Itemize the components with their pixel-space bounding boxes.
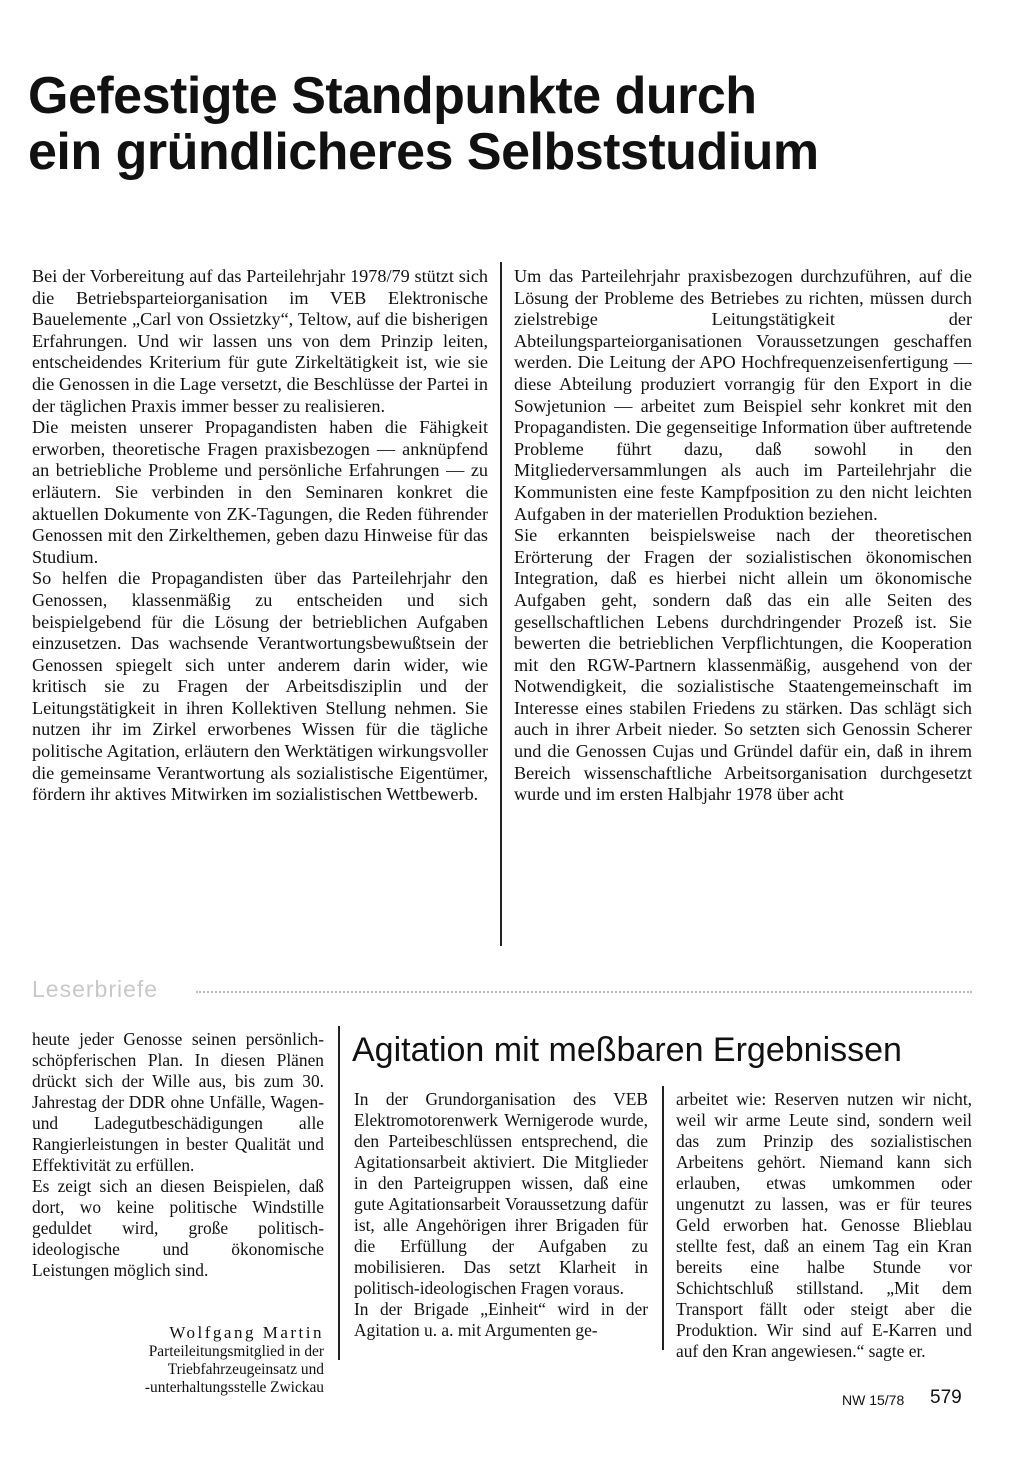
paragraph: arbeitet wie: Reserven nutzen wir nicht, weil wir arme Leute sind, sondern weil das zum Prinzip des sozialistischen Arbeitens gehört. Niemand kann sich erlauben, etwas umkommen oder ungenutzt zu lassen, was er für teures Geld erworben hat. Genosse Blieblau stellte fest, daß an einem Tag ein Kran bereits eine halbe Stunde vor Schichtschluß stillstand. „Mit dem Transport fällt oder steigt aber die Produktion. Wir sind auf E-Karren und auf den Kran angewiesen.“ sagte er. bbox=[676, 1089, 972, 1361]
letter-2-title: Agitation mit meßbaren Ergebnissen bbox=[352, 1031, 902, 1069]
paragraph: Um das Parteilehrjahr praxisbezogen durchzuführen, auf die Lösung der Probleme des Betriebes zu richten, müssen durch zielstrebige Leitungstätigkeit der Abteilungsparteiorganisationen Voraussetzungen geschaffen werden. Die Leitung der APO Hochfrequenzeisenfertigung — diese Abteilung produziert vorrangig für den Export in die Sowjetunion — arbeitet zum Beispiel sehr konkret mit den Propagandisten. Die gegenseitige Information über auftretende Probleme führt dazu, daß sowohl in den Mitgliederversammlungen als auch im Parteilehrjahr die Kommunisten eine feste Kampfposition zu den nicht leichten Aufgaben in der materiellen Produktion beziehen. bbox=[514, 266, 972, 524]
column-divider bbox=[500, 262, 502, 946]
headline-line-1: Gefestigte Standpunkte durch bbox=[28, 67, 757, 125]
paragraph: Die meisten unserer Propagandisten haben die Fähigkeit erworben, theoretische Fragen praxisbezogen — anknüpfend an betriebliche Probleme und persönliche Erfahrungen — zu erläutern. Sie verbinden in den Seminaren konkret die aktuellen Dokumente von ZK-Tagungen, die Reden führender Genossen mit den Zirkelthemen, geben dazu Hinweise für das Studium. bbox=[32, 417, 488, 567]
paragraph: heute jeder Genosse seinen persönlich-schöpferischen Plan. In diesen Plänen drückt sich der Wille aus, bis zum 30. Jahrestag der DDR ohne Unfälle, Wagen- und Ladegutbeschädigungen alle Rangierleistungen in bester Qualität und Effektivität zu erfüllen. bbox=[32, 1029, 324, 1175]
section-label-leserbriefe: Leserbriefe bbox=[32, 976, 159, 1002]
letter-2-column-b bbox=[676, 1089, 972, 1362]
section-divider bbox=[196, 991, 972, 993]
column-divider bbox=[338, 1026, 340, 1360]
headline-line-2: ein gründlicheres Selbststudium bbox=[28, 123, 819, 181]
paragraph: Sie erkannten beispielsweise nach der theoretischen Erörterung der Fragen der sozialistischen ökonomischen Integration, daß es hierbei nicht allein um ökonomische Aufgaben geht, sondern daß das ein alle Seiten des gesellschaftlichen Lebens durchdringender Prozeß ist. Sie bewerten die betrieblichen Verpflichtungen, die Kooperation mit den RGW-Partnern klassenmäßig, ausgehend von der Notwendigkeit, die sozialistische Staatengemeinschaft im Interesse eines stabilen Friedens zu stärken. Das schlägt sich auch in ihrer Arbeit nieder. So setzten sich Genossin Scherer und die Genossen Cujas und Gründel dafür ein, daß in ihrem Bereich wissenschaftliche Arbeitsorganisation durchgesetzt wurde und im ersten Halbjahr 1978 über acht bbox=[514, 525, 972, 805]
article-column-1 bbox=[32, 266, 488, 806]
article-headline bbox=[28, 68, 988, 180]
column-divider bbox=[662, 1086, 664, 1350]
paragraph: Bei der Vorbereitung auf das Parteilehrjahr 1978/79 stützt sich die Betriebsparteiorganisation im VEB Elektronische Bauelemente „Carl von Ossietzky“, Teltow, auf die bisherigen Erfahrungen. Und wir lassen uns von dem Prinzip leiten, entscheidendes Kriterium für gute Zirkeltätigkeit ist, wie sie die Genossen in die Lage versetzt, die Beschlüsse der Partei in der täglichen Praxis immer besser zu realisieren. bbox=[32, 266, 488, 416]
author-role-line: Parteileitungsmitglied in der bbox=[148, 1343, 324, 1360]
paragraph: So helfen die Propagandisten über das Parteilehrjahr den Genossen, klassenmäßig zu entscheiden und sich beispielgebend für die Lösung der betrieblichen Aufgaben einzusetzen. Das wachsende Verantwortungsbewußtsein der Genossen spiegelt sich unter anderem darin wider, wie kritisch sie zu Fragen der Arbeitsdisziplin und der Leitungstätigkeit in ihren Kollektiven Stellung nehmen. Sie nutzen ihr im Zirkel erworbenes Wissen für die tägliche politische Agitation, erläutern den Werktätigen wirkungsvoller die gemeinsame Verantwortung als sozialistische Eigentümer, fördern ihr aktives Mitwirken im sozialistischen Wettbewerb. bbox=[32, 568, 488, 805]
issue-reference: NW 15/78 bbox=[842, 1392, 905, 1408]
article-column-2 bbox=[514, 266, 972, 806]
paragraph: In der Brigade „Einheit“ wird in der Agitation u. a. mit Argumenten ge- bbox=[354, 1299, 648, 1340]
letter-2-column-a bbox=[354, 1089, 648, 1341]
letter-1-signature bbox=[32, 1322, 324, 1397]
author-role-line: Triebfahrzeugeinsatz und bbox=[167, 1361, 324, 1378]
paragraph: In der Grundorganisation des VEB Elektromotorenwerk Wernigerode wurde, den Parteibeschlüssen entsprechend, die Agitationsarbeit aktiviert. Die Mitglieder in den Parteigruppen wissen, daß eine gute Agitationsarbeit Voraussetzung dafür ist, alle Angehörigen ihrer Brigaden für die Erfüllung der Aufgaben zu mobilisieren. Das setzt Klarheit in politisch-ideologischen Fragen voraus. bbox=[354, 1089, 648, 1298]
author-name: Wolfgang Martin bbox=[169, 1323, 324, 1342]
letter-1-column bbox=[32, 1029, 324, 1281]
paragraph: Es zeigt sich an diesen Beispielen, daß dort, wo keine politische Windstille geduldet wird, große politisch-ideologische und ökonomische Leistungen möglich sind. bbox=[32, 1176, 324, 1280]
author-role-line: -unterhaltungsstelle Zwickau bbox=[144, 1379, 324, 1396]
page-number: 579 bbox=[930, 1387, 962, 1408]
